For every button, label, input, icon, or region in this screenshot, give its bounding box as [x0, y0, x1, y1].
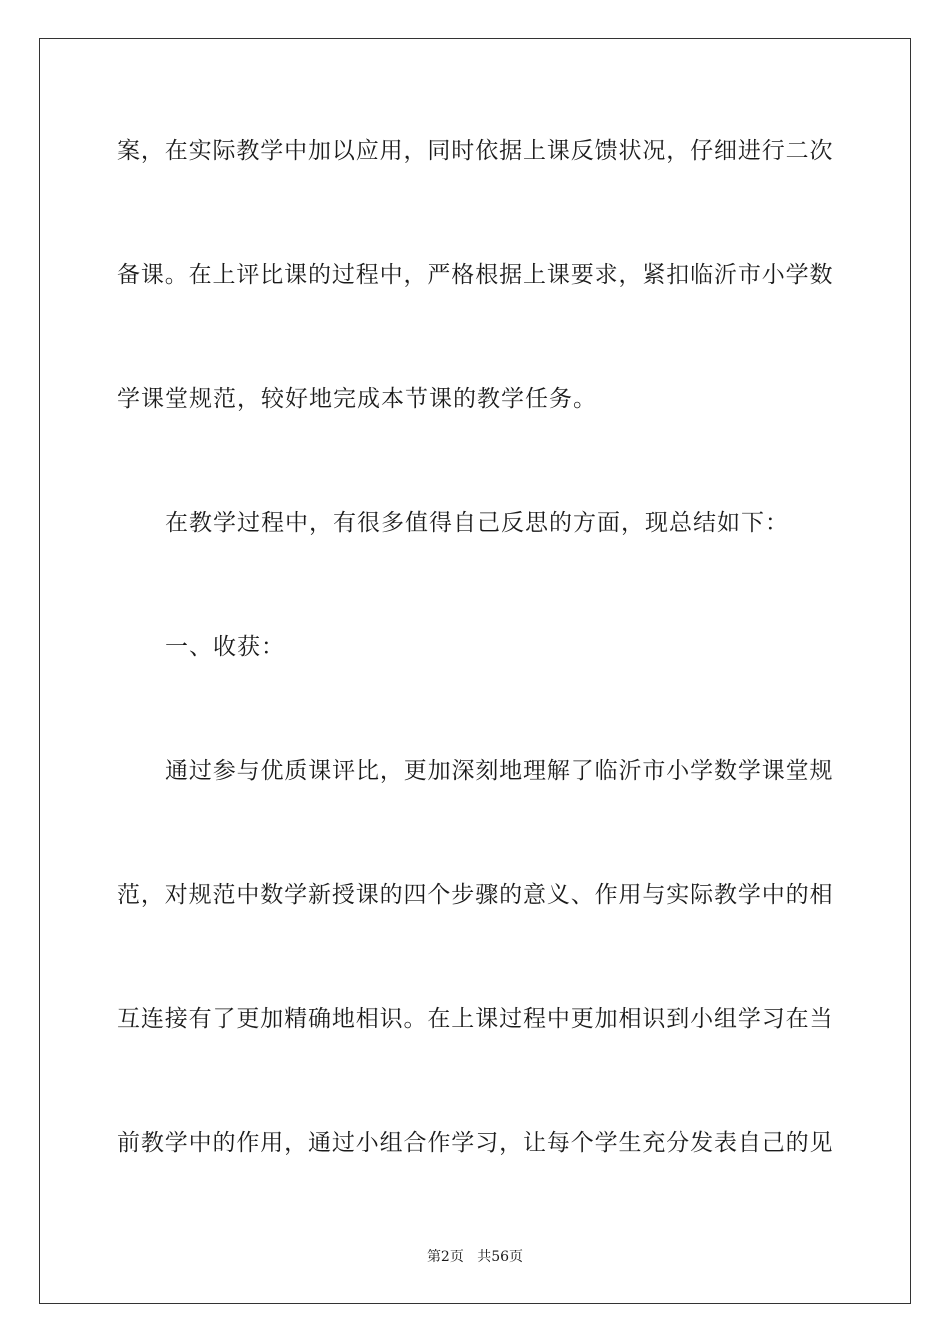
text-line-9: 前教学中的作用，通过小组合作学习，让每个学生充分发表自己的见	[117, 1130, 833, 1156]
page-frame	[39, 38, 911, 1304]
page-footer	[0, 1248, 950, 1266]
page-number: 第2页	[426, 1249, 464, 1265]
section-heading: 一、收获：	[165, 634, 285, 660]
text-line-4: 在教学过程中，有很多值得自己反思的方面，现总结如下：	[165, 510, 789, 536]
text-line-2: 备课。在上评比课的过程中，严格根据上课要求，紧扣临沂市小学数	[117, 262, 833, 288]
text-line-1: 案，在实际教学中加以应用，同时依据上课反馈状况，仔细进行二次	[117, 138, 833, 164]
text-line-3: 学课堂规范，较好地完成本节课的教学任务。	[117, 386, 597, 412]
text-line-6: 通过参与优质课评比，更加深刻地理解了临沂市小学数学课堂规	[165, 758, 833, 784]
text-line-7: 范，对规范中数学新授课的四个步骤的意义、作用与实际教学中的相	[117, 882, 833, 908]
text-line-8: 互连接有了更加精确地相识。在上课过程中更加相识到小组学习在当	[117, 1006, 833, 1032]
page-total: 共56页	[477, 1249, 524, 1265]
